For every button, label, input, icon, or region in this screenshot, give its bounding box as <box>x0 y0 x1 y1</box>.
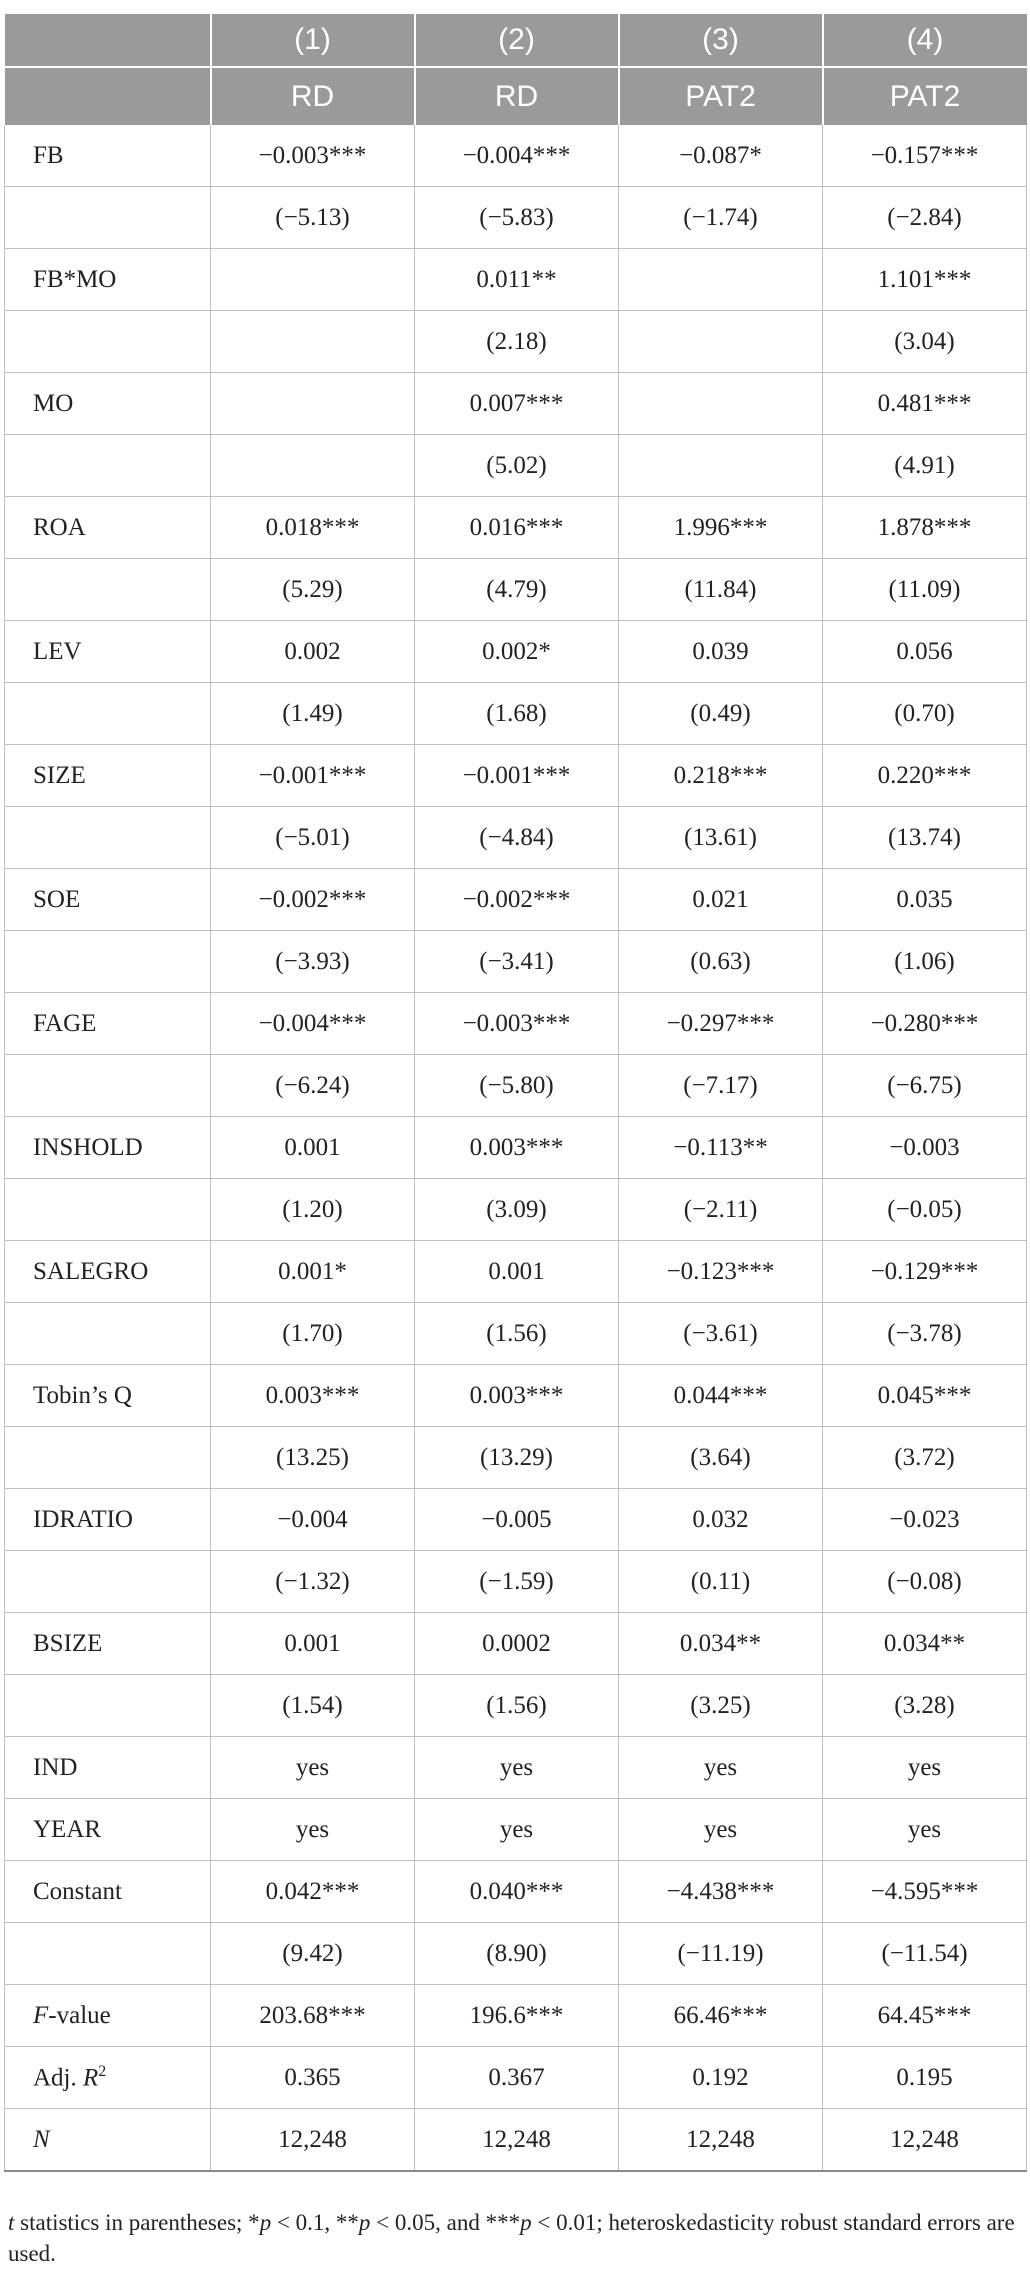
table-cell: (13.74) <box>823 807 1027 869</box>
header-col-1: (1) <box>211 14 415 67</box>
table-cell: (1.54) <box>211 1675 415 1737</box>
table-row <box>5 1303 1027 1365</box>
table-cell: 0.032 <box>619 1489 823 1551</box>
table-cell: −0.297*** <box>619 993 823 1055</box>
table-cell: (−11.19) <box>619 1923 823 1985</box>
table-cell: (−6.75) <box>823 1055 1027 1117</box>
header-row-dependent-vars <box>5 67 1027 125</box>
table-cell: 0.002* <box>415 621 619 683</box>
table-cell: (5.02) <box>415 435 619 497</box>
row-label <box>5 187 211 249</box>
table-body <box>5 125 1027 2171</box>
table-cell: 196.6*** <box>415 1985 619 2047</box>
table-cell: (1.68) <box>415 683 619 745</box>
table-cell: −0.004 <box>211 1489 415 1551</box>
table-cell <box>619 373 823 435</box>
header-var-2: RD <box>415 67 619 125</box>
table-cell: (1.20) <box>211 1179 415 1241</box>
row-label: BSIZE <box>5 1613 211 1675</box>
table-row <box>5 1365 1027 1427</box>
table-cell: 12,248 <box>211 2109 415 2172</box>
table-row <box>5 1737 1027 1799</box>
table-cell: 0.056 <box>823 621 1027 683</box>
row-label: SIZE <box>5 745 211 807</box>
header-row-model-numbers <box>5 14 1027 67</box>
row-label <box>5 683 211 745</box>
table-cell: (−1.74) <box>619 187 823 249</box>
footnote-text-4: < 0.01; heteroskedasticity robust standard errors are used. <box>8 2210 1015 2266</box>
row-label <box>5 1179 211 1241</box>
footnote-text-2: < 0.1, ** <box>271 2210 359 2235</box>
table-cell <box>211 311 415 373</box>
table-row <box>5 2047 1027 2109</box>
table-cell: −4.595*** <box>823 1861 1027 1923</box>
table-cell: (−7.17) <box>619 1055 823 1117</box>
table-cell: 0.192 <box>619 2047 823 2109</box>
table-cell: (−2.11) <box>619 1179 823 1241</box>
footnote-t: t <box>8 2210 15 2235</box>
table-cell: (1.49) <box>211 683 415 745</box>
table-cell: (0.70) <box>823 683 1027 745</box>
table-row <box>5 931 1027 993</box>
header-col-3: (3) <box>619 14 823 67</box>
table-row <box>5 125 1027 187</box>
table-cell: 0.034** <box>619 1613 823 1675</box>
table-cell: −0.004*** <box>211 993 415 1055</box>
table-cell: (4.79) <box>415 559 619 621</box>
footnote-p1: p <box>259 2210 272 2235</box>
row-label: Constant <box>5 1861 211 1923</box>
table-cell: −0.280*** <box>823 993 1027 1055</box>
table-row <box>5 1613 1027 1675</box>
table-cell: (1.56) <box>415 1675 619 1737</box>
row-label <box>5 1055 211 1117</box>
table-cell: 0.011** <box>415 249 619 311</box>
table-cell: −0.003*** <box>415 993 619 1055</box>
table-cell: (−5.13) <box>211 187 415 249</box>
header-corner-2 <box>5 67 211 125</box>
row-label <box>5 1303 211 1365</box>
table-row <box>5 1489 1027 1551</box>
table-cell: 0.003*** <box>211 1365 415 1427</box>
table-cell: (4.91) <box>823 435 1027 497</box>
row-label <box>5 807 211 869</box>
row-label: FB*MO <box>5 249 211 311</box>
footnote-text-1: statistics in parentheses; * <box>14 2210 260 2235</box>
table-cell: (−2.84) <box>823 187 1027 249</box>
table-cell: 0.045*** <box>823 1365 1027 1427</box>
table-cell: 0.044*** <box>619 1365 823 1427</box>
table-row <box>5 1427 1027 1489</box>
row-label: MO <box>5 373 211 435</box>
table-cell: 12,248 <box>619 2109 823 2172</box>
table-cell: 0.481*** <box>823 373 1027 435</box>
table-cell: (−3.93) <box>211 931 415 993</box>
table-cell: (11.09) <box>823 559 1027 621</box>
table-cell: 0.003*** <box>415 1365 619 1427</box>
table-row <box>5 1055 1027 1117</box>
table-cell: −0.087* <box>619 125 823 187</box>
row-label: SOE <box>5 869 211 931</box>
table-cell: (1.06) <box>823 931 1027 993</box>
table-row <box>5 745 1027 807</box>
table-cell <box>211 373 415 435</box>
table-cell: (0.49) <box>619 683 823 745</box>
table-row <box>5 2109 1027 2172</box>
table-cell: (11.84) <box>619 559 823 621</box>
table-cell: (0.11) <box>619 1551 823 1613</box>
table-cell: 0.001 <box>415 1241 619 1303</box>
table-cell: (9.42) <box>211 1923 415 1985</box>
table-cell: 0.001 <box>211 1117 415 1179</box>
table-cell: 1.878*** <box>823 497 1027 559</box>
table-row <box>5 373 1027 435</box>
table-row <box>5 249 1027 311</box>
table-cell: 203.68*** <box>211 1985 415 2047</box>
footnote-text-3: < 0.05, and *** <box>370 2210 521 2235</box>
table-cell: yes <box>619 1737 823 1799</box>
table-cell: (−1.32) <box>211 1551 415 1613</box>
table-cell: (3.64) <box>619 1427 823 1489</box>
row-label: FAGE <box>5 993 211 1055</box>
table-row <box>5 311 1027 373</box>
table-cell: −0.001*** <box>415 745 619 807</box>
table-cell: yes <box>211 1737 415 1799</box>
table-row <box>5 187 1027 249</box>
table-cell: yes <box>823 1799 1027 1861</box>
row-label: IND <box>5 1737 211 1799</box>
table-cell: 0.365 <box>211 2047 415 2109</box>
table-cell: 0.367 <box>415 2047 619 2109</box>
row-label: F-value <box>5 1985 211 2047</box>
row-label: N <box>5 2109 211 2172</box>
table-cell <box>619 249 823 311</box>
table-cell: (13.61) <box>619 807 823 869</box>
table-cell: −0.004*** <box>415 125 619 187</box>
table-cell: (−6.24) <box>211 1055 415 1117</box>
row-label <box>5 435 211 497</box>
table-cell: 1.996*** <box>619 497 823 559</box>
header-col-2: (2) <box>415 14 619 67</box>
row-label: Tobin’s Q <box>5 1365 211 1427</box>
header-var-3: PAT2 <box>619 67 823 125</box>
table-cell: yes <box>619 1799 823 1861</box>
table-cell: 0.021 <box>619 869 823 931</box>
table-cell: yes <box>415 1799 619 1861</box>
table-cell: −0.129*** <box>823 1241 1027 1303</box>
table-row <box>5 1241 1027 1303</box>
table-cell: (−4.84) <box>415 807 619 869</box>
table-cell <box>211 249 415 311</box>
table-cell: −4.438*** <box>619 1861 823 1923</box>
row-label <box>5 311 211 373</box>
table-cell: 12,248 <box>415 2109 619 2172</box>
table-cell: 0.195 <box>823 2047 1027 2109</box>
footnote-p2: p <box>358 2210 371 2235</box>
table-cell: −0.002*** <box>211 869 415 931</box>
table-cell: (3.72) <box>823 1427 1027 1489</box>
table-row <box>5 807 1027 869</box>
table-header <box>5 14 1027 125</box>
table-cell: 0.035 <box>823 869 1027 931</box>
row-label <box>5 1551 211 1613</box>
table-row <box>5 621 1027 683</box>
table-cell: 0.007*** <box>415 373 619 435</box>
table-cell: (−3.41) <box>415 931 619 993</box>
table-cell: (−5.01) <box>211 807 415 869</box>
table-cell: (−5.83) <box>415 187 619 249</box>
table-cell: 0.039 <box>619 621 823 683</box>
table-cell: (3.04) <box>823 311 1027 373</box>
row-label: IDRATIO <box>5 1489 211 1551</box>
table-cell: 0.016*** <box>415 497 619 559</box>
regression-table <box>4 14 1027 2172</box>
table-cell: 0.220*** <box>823 745 1027 807</box>
table-row <box>5 993 1027 1055</box>
table-cell: −0.113** <box>619 1117 823 1179</box>
table-cell: 0.034** <box>823 1613 1027 1675</box>
header-var-1: RD <box>211 67 415 125</box>
table-cell: yes <box>415 1737 619 1799</box>
table-cell: (−5.80) <box>415 1055 619 1117</box>
table-cell: −0.002*** <box>415 869 619 931</box>
table-row <box>5 497 1027 559</box>
table-cell: (1.70) <box>211 1303 415 1365</box>
table-cell: (8.90) <box>415 1923 619 1985</box>
table-cell: 66.46*** <box>619 1985 823 2047</box>
table-cell: (−0.08) <box>823 1551 1027 1613</box>
table-cell: (13.29) <box>415 1427 619 1489</box>
table-cell: −0.157*** <box>823 125 1027 187</box>
row-label: Adj. $R^2$ <box>5 2047 211 2109</box>
table-row <box>5 1179 1027 1241</box>
table-cell: −0.003*** <box>211 125 415 187</box>
table-cell <box>211 435 415 497</box>
table-cell <box>619 435 823 497</box>
table-cell: yes <box>211 1799 415 1861</box>
row-label: LEV <box>5 621 211 683</box>
table-cell: 0.0002 <box>415 1613 619 1675</box>
table-cell: 0.001* <box>211 1241 415 1303</box>
table-cell: −0.005 <box>415 1489 619 1551</box>
table-cell: −0.123*** <box>619 1241 823 1303</box>
table-cell: (3.25) <box>619 1675 823 1737</box>
table-cell: 0.218*** <box>619 745 823 807</box>
table-cell <box>619 311 823 373</box>
table-cell: (2.18) <box>415 311 619 373</box>
table-cell: 0.042*** <box>211 1861 415 1923</box>
table-row <box>5 683 1027 745</box>
row-label: INSHOLD <box>5 1117 211 1179</box>
table-cell: (1.56) <box>415 1303 619 1365</box>
row-label <box>5 1923 211 1985</box>
table-cell: (3.09) <box>415 1179 619 1241</box>
table-cell: −0.003 <box>823 1117 1027 1179</box>
table-footnote <box>8 2207 1023 2269</box>
row-label <box>5 1427 211 1489</box>
table-cell: (−1.59) <box>415 1551 619 1613</box>
table-row <box>5 1551 1027 1613</box>
table-row <box>5 1799 1027 1861</box>
table-row <box>5 1985 1027 2047</box>
table-cell: (−3.78) <box>823 1303 1027 1365</box>
table-cell: 0.001 <box>211 1613 415 1675</box>
table-cell: 0.040*** <box>415 1861 619 1923</box>
table-row <box>5 1117 1027 1179</box>
table-row <box>5 1861 1027 1923</box>
row-label <box>5 931 211 993</box>
table-cell: 12,248 <box>823 2109 1027 2172</box>
table-cell: 0.002 <box>211 621 415 683</box>
table-row <box>5 435 1027 497</box>
table-cell: 0.018*** <box>211 497 415 559</box>
row-label: SALEGRO <box>5 1241 211 1303</box>
row-label: FB <box>5 125 211 187</box>
table-cell: −0.023 <box>823 1489 1027 1551</box>
table-row <box>5 1923 1027 1985</box>
table-cell: (−0.05) <box>823 1179 1027 1241</box>
row-label <box>5 1675 211 1737</box>
table-cell: (−11.54) <box>823 1923 1027 1985</box>
table-cell: (−3.61) <box>619 1303 823 1365</box>
table-cell: 0.003*** <box>415 1117 619 1179</box>
table-cell: (5.29) <box>211 559 415 621</box>
row-label: ROA <box>5 497 211 559</box>
table-cell: yes <box>823 1737 1027 1799</box>
table-cell: −0.001*** <box>211 745 415 807</box>
footnote-p3: p <box>520 2210 532 2235</box>
table-cell: 64.45*** <box>823 1985 1027 2047</box>
table-cell: 1.101*** <box>823 249 1027 311</box>
table-row <box>5 559 1027 621</box>
table-row <box>5 869 1027 931</box>
header-var-4: PAT2 <box>823 67 1027 125</box>
table-cell: (13.25) <box>211 1427 415 1489</box>
table-cell: (3.28) <box>823 1675 1027 1737</box>
table-cell: (0.63) <box>619 931 823 993</box>
header-corner <box>5 14 211 67</box>
header-col-4: (4) <box>823 14 1027 67</box>
row-label <box>5 559 211 621</box>
table-row <box>5 1675 1027 1737</box>
row-label: YEAR <box>5 1799 211 1861</box>
